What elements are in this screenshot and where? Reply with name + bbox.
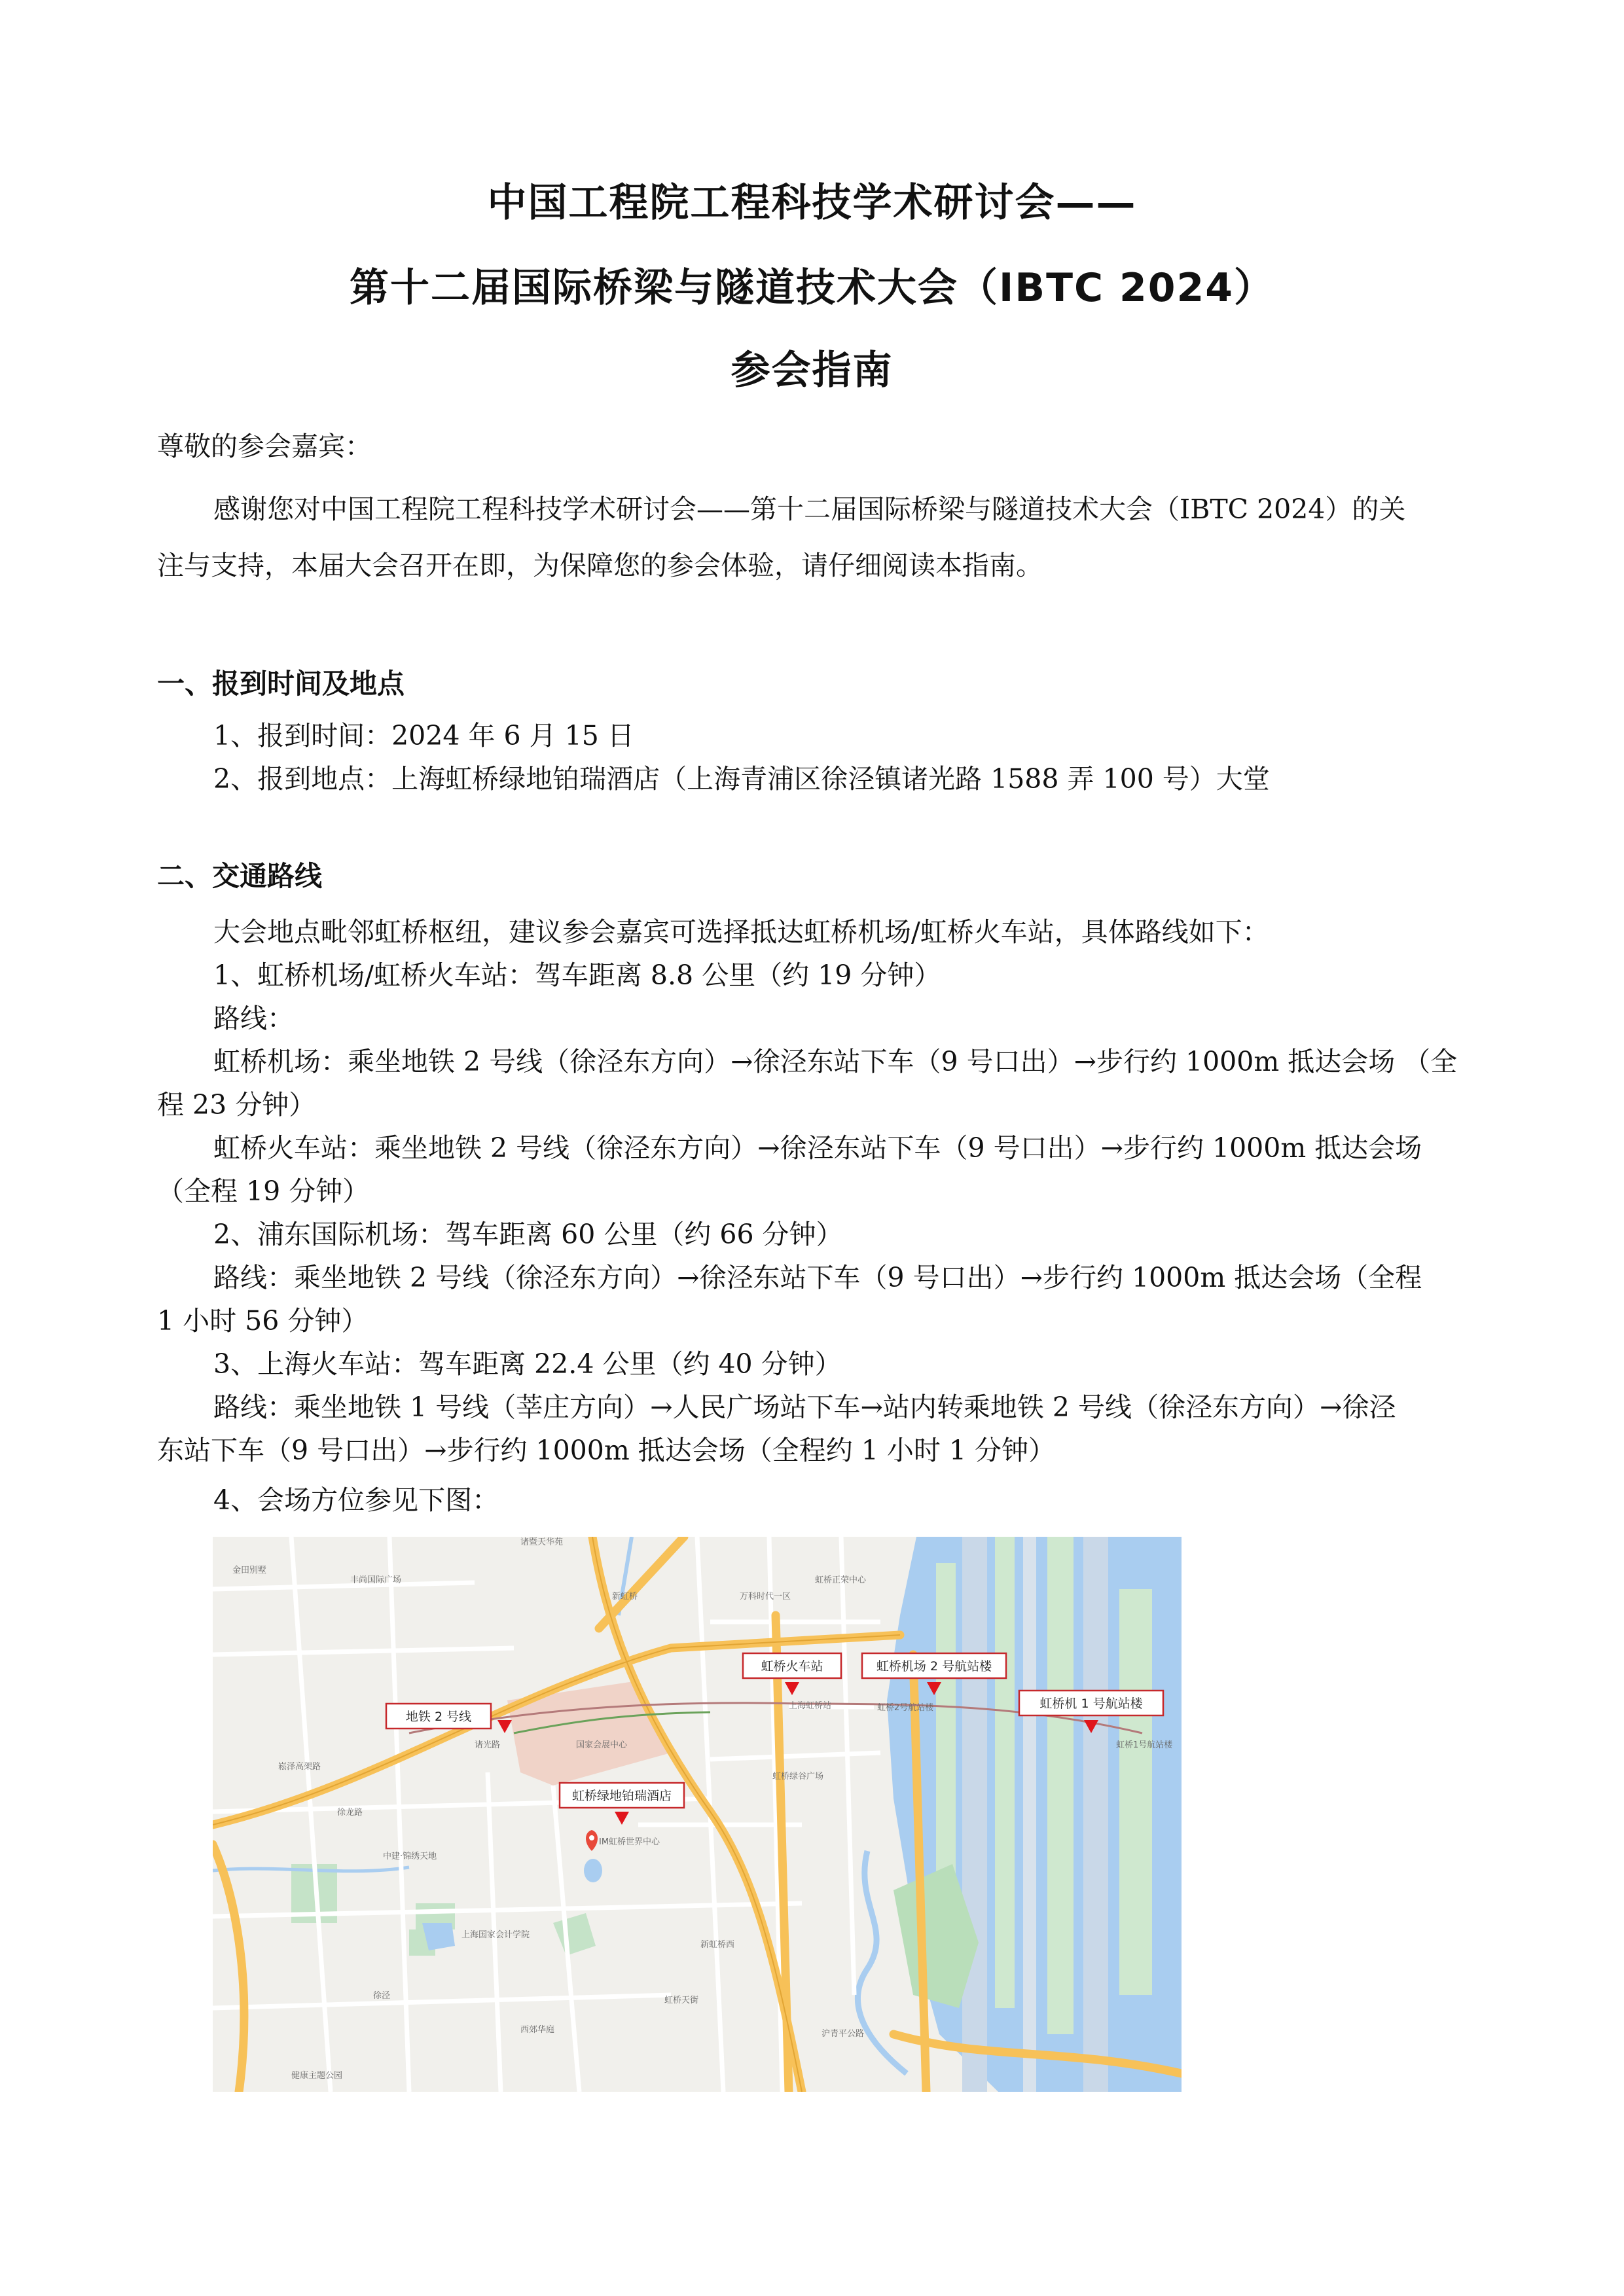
pond (584, 1859, 602, 1882)
place-label: 诸暨天华苑 (520, 1537, 564, 1547)
route-1-airport-line-1: 虹桥机场：乘坐地铁 2 号线（徐泾东方向）→徐泾东站下车（9 号口出）→步行约 1000m 抵达会场 （全 (213, 1046, 1458, 1077)
place-label: 金田别墅 (232, 1566, 267, 1575)
place-label: 崧泽高架路 (278, 1762, 321, 1772)
checkin-time: 1、报到时间：2024 年 6 月 15 日 (213, 720, 634, 751)
green-strip (1119, 1589, 1152, 1995)
place-label: 诸光路 (475, 1740, 501, 1750)
place-label: 万科时代一区 (740, 1592, 791, 1602)
place-label: 虹桥天街 (664, 1996, 699, 2005)
place-label: 健康主题公园 (291, 2071, 343, 2081)
place-label: 丰尚国际广场 (350, 1575, 402, 1585)
place-label: 沪青平公路 (821, 2029, 865, 2039)
route-2-line-1: 路线：乘坐地铁 2 号线（徐泾东方向）→徐泾东站下车（9 号口出）→步行约 1000m 抵达会场（全程 (213, 1262, 1422, 1293)
section-1-heading: 一、报到时间及地点 (157, 668, 405, 700)
route-3-title: 3、上海火车站：驾车距离 22.4 公里（约 40 分钟） (213, 1348, 842, 1380)
checkin-location: 2、报到地点：上海虹桥绿地铂瑞酒店（上海青浦区徐泾镇诸光路 1588 弄 100 号）大堂 (213, 763, 1270, 795)
section-2-heading: 二、交通路线 (157, 860, 323, 892)
runway (962, 1537, 987, 2092)
place-label: 虹桥2号航站楼 (877, 1703, 934, 1713)
title-line-2: 第十二届国际桥梁与隧道技术大会（IBTC 2024） (350, 265, 1274, 311)
map-caption: 4、会场方位参见下图： (213, 1484, 499, 1516)
green-strip (1047, 1537, 1074, 2034)
place-label: 新虹桥 (612, 1592, 638, 1602)
place-label: 新虹桥西 (700, 1940, 735, 1950)
route-3-line-2: 东站下车（9 号口出）→步行约 1000m 抵达会场（全程约 1 小时 1 分钟） (157, 1435, 1056, 1466)
place-label: 上海虹桥站 (789, 1701, 832, 1711)
green-strip (995, 1537, 1015, 2008)
svg-text:虹桥机 1 号航站楼: 虹桥机 1 号航站楼 (1039, 1696, 1143, 1711)
place-label: 国家会展中心 (576, 1740, 628, 1750)
route-2-title: 2、浦东国际机场：驾车距离 60 公里（约 66 分钟） (213, 1219, 843, 1250)
place-label: 虹桥绿谷广场 (772, 1772, 824, 1782)
transport-intro: 大会地点毗邻虹桥枢纽，建议参会嘉宾可选择抵达虹桥机场/虹桥火车站，具体路线如下： (213, 916, 1269, 948)
route-1-station-line-1: 虹桥火车站：乘坐地铁 2 号线（徐泾东方向）→徐泾东站下车（9 号口出）→步行约 1000m 抵达会场 (213, 1132, 1422, 1164)
intro-line-2: 注与支持，本届大会召开在即，为保障您的参会体验，请仔细阅读本指南。 (157, 550, 1043, 581)
venue-map (213, 1537, 1182, 2092)
runway (1083, 1537, 1108, 2092)
svg-text:虹桥绿地铂瑞酒店: 虹桥绿地铂瑞酒店 (571, 1789, 672, 1803)
place-label: 上海国家会计学院 (461, 1930, 530, 1940)
route-1-airport-line-2: 程 23 分钟） (157, 1089, 316, 1121)
place-label: 徐龙路 (337, 1808, 363, 1818)
place-label: 徐泾 (373, 1991, 391, 2001)
green-strip (936, 1563, 956, 1890)
place-label: 虹桥正荣中心 (815, 1575, 867, 1585)
title-line-3: 参会指南 (731, 348, 893, 393)
route-1-label: 路线： (213, 1003, 294, 1034)
place-label: 虹桥1号航站楼 (1116, 1740, 1173, 1750)
runway (1023, 1537, 1036, 2092)
place-label: 西郊华庭 (520, 2025, 555, 2035)
route-3-line-1: 路线：乘坐地铁 1 号线（莘庄方向）→人民广场站下车→站内转乘地铁 2 号线（徐泾东方向）→徐泾 (213, 1391, 1396, 1423)
route-1-title: 1、虹桥机场/虹桥火车站：驾车距离 8.8 公里（约 19 分钟） (213, 960, 941, 991)
svg-text:虹桥火车站: 虹桥火车站 (761, 1659, 823, 1674)
route-2-line-2: 1 小时 56 分钟） (157, 1305, 369, 1336)
title-line-1: 中国工程院工程科技学术研讨会—— (487, 180, 1137, 226)
route-1-station-line-2: （全程 19 分钟） (157, 1175, 370, 1207)
place-label: 中建·锦绣天地 (383, 1852, 437, 1861)
svg-text:虹桥机场 2 号航站楼: 虹桥机场 2 号航站楼 (876, 1659, 992, 1674)
intro-line-1: 感谢您对中国工程院工程科技学术研讨会——第十二届国际桥梁与隧道技术大会（IBTC 2024）的关 (213, 493, 1406, 525)
svg-text:地铁 2 号线: 地铁 2 号线 (405, 1710, 472, 1724)
place-label: IM虹桥世界中心 (599, 1837, 660, 1847)
greeting: 尊敬的参会嘉宾： (157, 431, 372, 462)
